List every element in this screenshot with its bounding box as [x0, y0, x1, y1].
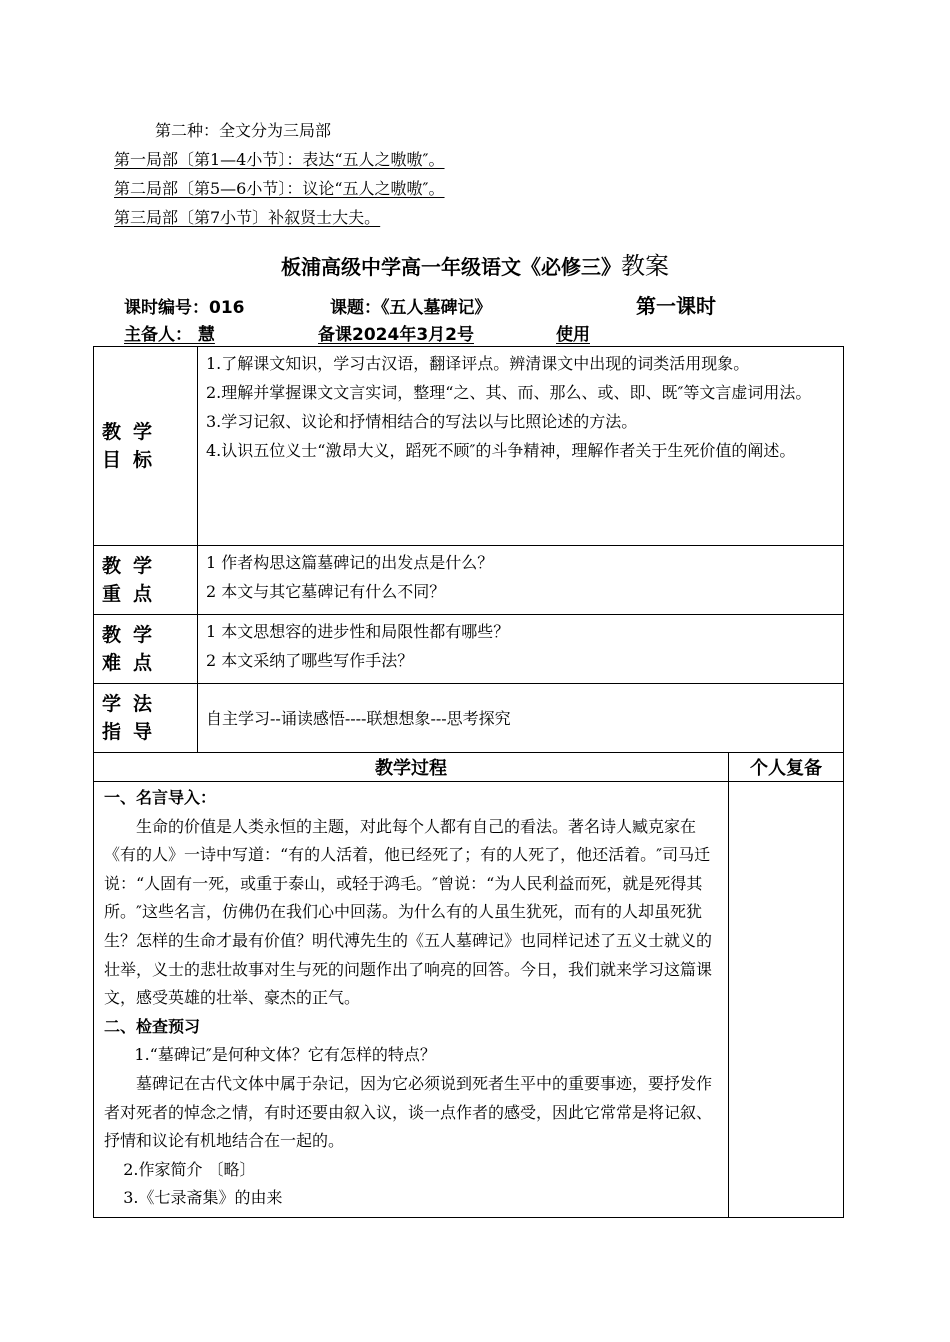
page-title	[0, 246, 950, 281]
goal-item: 2.理解并掌握课文文言实词，整理“之、其、而、那么、或、即、既″等文言虚词用法。	[206, 383, 812, 402]
question-2: 2.作家简介 〔略〕	[123, 1159, 256, 1179]
question-3: 3.《七录斋集》的由来	[123, 1188, 283, 1208]
difficulties-label: 教学难点	[94, 615, 198, 684]
keypoint-item: 1 作者构思这篇墓碑记的出发点是什么？	[206, 553, 494, 572]
lesson-number: 第一课时	[636, 294, 716, 318]
personal-prep-column	[729, 782, 844, 1218]
answer-1: 墓碑记在古代文体中属于杂记，因为它必须说到死者生平中的重要事迹，要抒发作者对死者的悼念之情，有时还要由叙入议，谈一点作者的感受，因此它常常是将记叙、抒情和议论有机地结合在一起的。	[104, 1073, 713, 1151]
intro-line-1: 第二种：全文分为三局部	[155, 121, 332, 140]
prep-date: 备课2024年3月2号	[318, 325, 474, 345]
process-header-row	[94, 753, 844, 782]
method-content: 自主学习--诵读感悟----联想想象---思考探究	[198, 684, 844, 753]
keypoint-item: 2 本文与其它墓碑记有什么不同？	[206, 582, 446, 601]
goals-row	[94, 347, 844, 546]
difficulties-content	[198, 615, 844, 684]
goal-item: 3.学习记叙、议论和抒情相结合的写法以与比照论述的方法。	[206, 412, 638, 431]
section-2-title: 二、检查预习	[104, 1016, 201, 1036]
process-header: 教学过程	[94, 753, 729, 782]
process-content	[94, 782, 729, 1218]
goal-item: 1.了解课文知识，学习古汉语，翻译评点。辨清课文中出现的词类活用现象。	[206, 354, 750, 373]
preparer: 主备人： 慧	[124, 325, 215, 345]
intro-line-3: 第二局部〔第5—6小节〕：议论“五人之嗷嗷″。	[114, 179, 445, 198]
keypoints-label: 教学重点	[94, 546, 198, 615]
intro-line-4: 第三局部〔第7小节〕补叙贤士大夫。	[114, 208, 381, 227]
goal-item: 4.认识五位义士“激昂大义，蹈死不顾″的斗争精神，理解作者关于生死价值的阐述。	[206, 441, 796, 460]
difficulty-item: 1 本文思想容的进步性和局限性都有哪些？	[206, 622, 510, 641]
section-1-title: 一、名言导入：	[104, 788, 217, 807]
title-tail: 教案	[621, 252, 669, 280]
lesson-topic: 课题：《五人墓碑记》	[330, 298, 492, 318]
difficulties-row	[94, 615, 844, 684]
section-1-body: 生命的价值是人类永恒的主题，对此每个人都有自己的看法。著名诗人臧克家在《有的人》一诗中写道：“有的人活着，他已经死了；有的人死了，他还活着。″司马迁说：“人固有一死，或重于泰山，或轻于鸿毛。″曾说：“为人民利益而死，就是死得其所。″这些名言，仿佛仍在我们心中回荡。为什么有的人虽生犹死，而有的人却虽死犹生？怎样的生命才最有价值？明代溥先生的《五人墓碑记》也同样记述了五义士就义的壮举，义士的悲壮故事对生与死的问题作出了响亮的回答。今日，我们就来学习这篇课文，感受英雄的壮举、豪杰的正气。	[104, 816, 713, 1008]
keypoints-row	[94, 546, 844, 615]
goals-label: 教学目标	[94, 347, 198, 546]
lesson-plan-table	[93, 346, 844, 1218]
method-label: 学法指导	[94, 684, 198, 753]
intro-line-2: 第一局部〔第1—4小节〕：表达“五人之嗷嗷″。	[114, 150, 445, 169]
goals-content	[198, 347, 844, 546]
difficulty-item: 2 本文采纳了哪些写作手法？	[206, 651, 414, 670]
personal-prep-header: 个人复备	[729, 753, 844, 782]
lesson-code: 课时编号：016	[124, 298, 245, 318]
method-row	[94, 684, 844, 753]
title-main: 板浦高级中学高一年级语文《必修三》	[281, 255, 621, 279]
process-row	[94, 782, 844, 1218]
question-1: 1.“墓碑记″是何种文体？它有怎样的特点？	[134, 1045, 436, 1065]
keypoints-content	[198, 546, 844, 615]
usage-label: 使用	[556, 325, 590, 345]
